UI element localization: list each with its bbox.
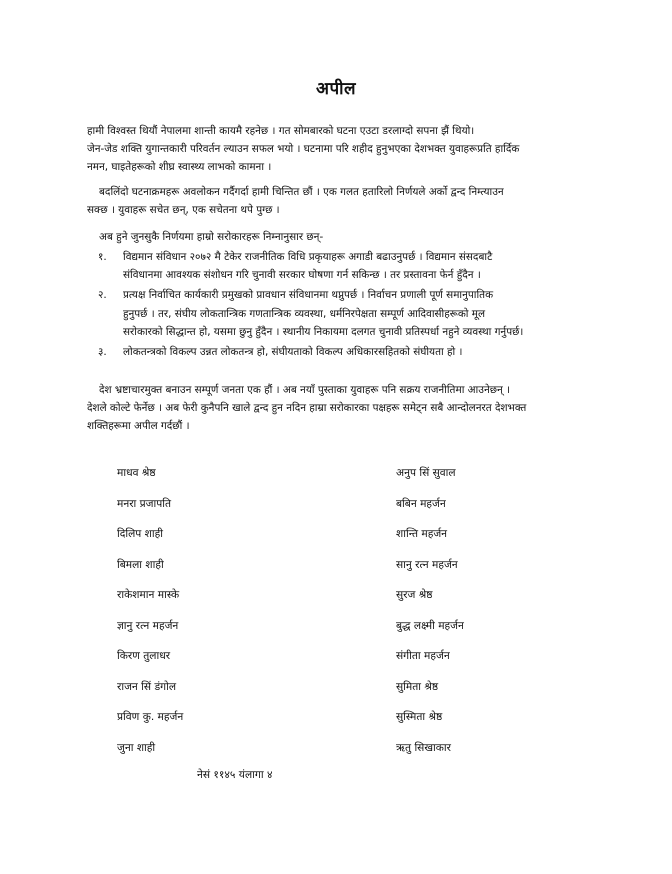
signatory-name: ऋतु सिखाकार — [396, 742, 451, 754]
paragraph-4-line: शक्तिहरूमा अपील गर्दछौं । — [87, 420, 190, 433]
list-item — [98, 286, 600, 341]
paragraph-4-line: देशले कोल्टे फेर्नेछ । अब फेरी कुनैपनि खाले द्वन्द हुन नदिन हाम्रा सरोकारका पक्षहरू समेट्न सबै आन्दोलनरत देशभक्त — [87, 402, 527, 415]
list-number: २. — [98, 289, 107, 302]
signatory-name: माधव श्रेष्ठ — [117, 467, 156, 479]
paragraph-4 — [87, 381, 599, 436]
signatory-name: अनुप सिं सुवाल — [396, 467, 456, 479]
signatory-name: बिमला शाही — [117, 559, 164, 571]
signatory-name: सुस्मिता श्रेष्ठ — [396, 711, 443, 723]
date-footer: नेसं ११४५ यंलागा ४ — [197, 769, 273, 781]
signatory-name: बबिन महर्जन — [396, 498, 446, 510]
list-item — [98, 248, 600, 284]
list-line: प्रत्यक्ष निर्वाचित कार्यकारी प्रमुखको प्रावधान संविधानमा थप्नुपर्छ । निर्वाचन प्रणाली पूर्ण समानुपातिक — [123, 289, 494, 302]
signatory-name: राजन सिं डंगोल — [117, 681, 177, 693]
signatory-name: सानु रत्न महर्जन — [396, 559, 458, 571]
signatory-name: सुमिता श्रेष्ठ — [396, 681, 439, 693]
signatory-name: राकेशमान मास्के — [117, 589, 180, 601]
signatory-name: दिलिप शाही — [117, 528, 163, 540]
signatory-name: सुरज श्रेष्ठ — [396, 589, 433, 601]
paragraph-1-line: हामी विश्वस्त थियौं नेपालमा शान्ती कायमै रहनेछ । गत सोमबारको घटना एउटा डरलाग्दो सपना झैं थियो। — [87, 125, 475, 137]
list-line: विद्यमान संविधान २०७२ मै टेकेर राजनीतिक विधि प्रकृयाहरू अगाडी बढाउनुपर्छ । विद्यमान संसदबाटै — [123, 251, 493, 263]
list-number: १. — [98, 251, 107, 263]
paragraph-1-line: जेन-जेड शक्ति युगान्तकारी परिवर्तन ल्याउन सफल भयो । घटनामा परि शहीद हुनुभएका देशभक्त युवाहरूप्रति हार्दिक — [87, 143, 520, 156]
list-number: ३. — [98, 346, 107, 359]
list-line: सरोकारको सिद्धान्त हो, यसमा छुनु हुँदैन । स्थानीय निकायमा दलगत चुनावी प्रतिस्पर्धा नहुने व्यवस्था गर्नुपर्छ। — [123, 325, 524, 338]
signatory-name: संगीता महर्जन — [396, 650, 450, 662]
paragraph-2 — [87, 183, 599, 219]
paragraph-2-line: सक्छ । युवाहरू सचेत छन्, एक सचेतना थपे पुग्छ । — [87, 204, 280, 217]
concerns-list — [98, 248, 600, 361]
page-title: अपील — [315, 79, 357, 99]
signatory-name: किरण तुलाधर — [117, 650, 171, 662]
list-line: संविधानमा आवश्यक संशोधन गरि चुनावी सरकार घोषणा गर्न सकिन्छ । तर प्रस्तावना फेर्न हुँदैन । — [123, 269, 481, 282]
paragraph-1 — [87, 122, 599, 177]
list-item — [98, 343, 600, 361]
paragraph-1-line: नमन, घाइतेहरूको शीघ्र स्वास्थ्य लाभको कामना । — [87, 161, 272, 174]
signatory-name: जुना शाही — [117, 742, 156, 754]
signatory-name: बुद्ध लक्ष्मी महर्जन — [396, 620, 464, 632]
paragraph-3-intro — [87, 228, 599, 246]
list-line: हुनुपर्छ । तर, संघीय लोकतान्त्रिक गणतान्त्रिक व्यवस्था, धर्मनिरपेक्षता सम्पूर्ण आदिवासीहरूको मूल — [123, 307, 486, 320]
list-line: लोकतन्त्रको विकल्प उन्नत लोकतन्त्र हो, संघीयताको विकल्प अधिकारसहितको संघीयता हो । — [123, 346, 463, 359]
signatory-name: शान्ति महर्जन — [396, 528, 448, 540]
signatory-name: प्रविण कु. महर्जन — [117, 711, 184, 723]
paragraph-2-line: बदलिंदो घटनाक्रमहरू अवलोकन गर्दैगर्दा हामी चिन्तित छौं । एक गलत हतारिलो निर्णयले अर्को द्वन्द निम्त्याउन — [99, 186, 504, 198]
signatory-name: मनरा प्रजापति — [117, 498, 172, 510]
paragraph-4-line: देश भ्रष्टाचारमुक्त बनाउन सम्पूर्ण जनता एक हौं । अब नयाँ पुस्ताका युवाहरू पनि सक्रय राजनीतिमा आउनेछन् । — [99, 384, 511, 396]
signatory-name: ज्ञानु रत्न महर्जन — [117, 620, 179, 632]
intro-line: अब हुने जुनसुकै निर्णयमा हाम्रो सरोकारहरू निम्नानुसार छन्- — [99, 231, 324, 243]
